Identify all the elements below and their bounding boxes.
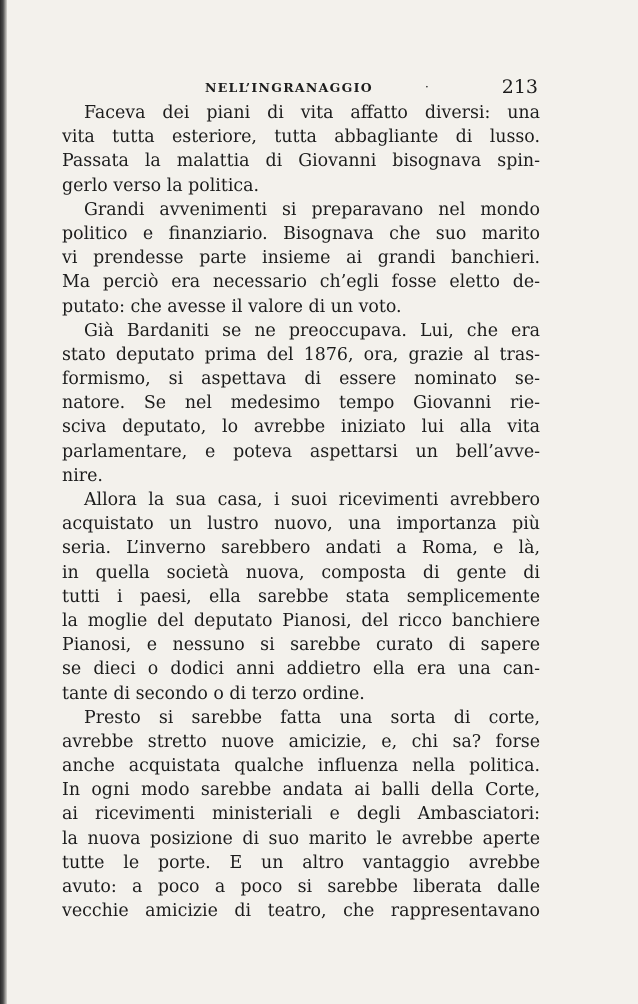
text-line: la nuova posizione di suo marito le avrebbe aperte (62, 828, 540, 849)
text-line: avuto: a poco a poco si sarebbe liberata dalle (62, 877, 540, 897)
text-line: avrebbe stretto nuove amicizie, e, chi sa? forse (62, 731, 540, 752)
text-line: Grandi avvenimenti si preparavano nel mondo (84, 199, 540, 220)
text-line: la moglie del deputato Pianosi, del ricco banchiere (62, 610, 540, 631)
running-title: NELL’INGRANAGGIO (205, 80, 373, 95)
text-line: Pianosi, e nessuno si sarebbe curato di sapere (62, 635, 540, 656)
text-line: sciva deputato, lo avrebbe iniziato lui alla vita (62, 417, 540, 438)
text-line: In ogni modo sarebbe andata ai balli della Corte, (62, 780, 540, 801)
text-line: vecchie amicizie di teatro, che rappresentavano (62, 901, 540, 922)
text-line: gerlo verso la politica. (62, 175, 260, 196)
text-line: Allora la sua casa, i suoi ricevimenti avrebbero (84, 490, 540, 510)
text-line: putato: che avesse il valore di un voto. (62, 296, 402, 317)
running-header (205, 76, 540, 100)
text-line: tutti i paesi, ella sarebbe stata semplicemente (62, 586, 540, 607)
text-line: nire. (62, 465, 103, 486)
text-line: Faceva dei piani di vita affatto diversi: una (84, 103, 540, 123)
text-line: Presto si sarebbe fatta una sorta di corte, (84, 707, 540, 728)
text-line: politico e finanziario. Bisognava che suo marito (62, 223, 540, 244)
text-line: vi prendesse parte insieme ai grandi banchieri. (62, 248, 540, 269)
text-line: Ma perciò era necessario ch’egli fosse eletto de- (62, 272, 540, 293)
text-line: vita tutta esteriore, tutta abbagliante di lusso. (62, 127, 540, 148)
text-line: seria. L’inverno sarebbero andati a Roma, e là, (62, 538, 540, 559)
page-number: 213 (501, 76, 538, 98)
page-binding-edge (0, 0, 7, 1004)
text-line: stato deputato prima del 1876, ora, grazie al tras- (62, 344, 540, 365)
text-line: acquistato un lustro nuovo, una importanza più (62, 514, 540, 535)
header-dot: · (425, 80, 429, 94)
text-line: in quella società nuova, composta di gente di (62, 562, 540, 583)
text-line: Già Bardaniti se ne preoccupava. Lui, che era (84, 320, 540, 341)
text-line: ai ricevimenti ministeriali e degli Ambasciatori: (62, 804, 540, 825)
body-text (62, 101, 540, 923)
text-line: se dieci o dodici anni addietro ella era una can- (62, 659, 540, 680)
text-line: parlamentare, e poteva aspettarsi un bell’avve- (62, 441, 540, 462)
text-line: formismo, si aspettava di essere nominato se- (62, 369, 540, 390)
text-line: natore. Se nel medesimo tempo Giovanni rie- (62, 393, 540, 414)
text-line: Passata la malattia di Giovanni bisognava spin- (62, 151, 540, 172)
text-line: tutte le porte. E un altro vantaggio avrebbe (62, 852, 540, 873)
text-line: tante di secondo o di terzo ordine. (62, 683, 365, 704)
text-line: anche acquistata qualche influenza nella politica. (62, 756, 540, 777)
